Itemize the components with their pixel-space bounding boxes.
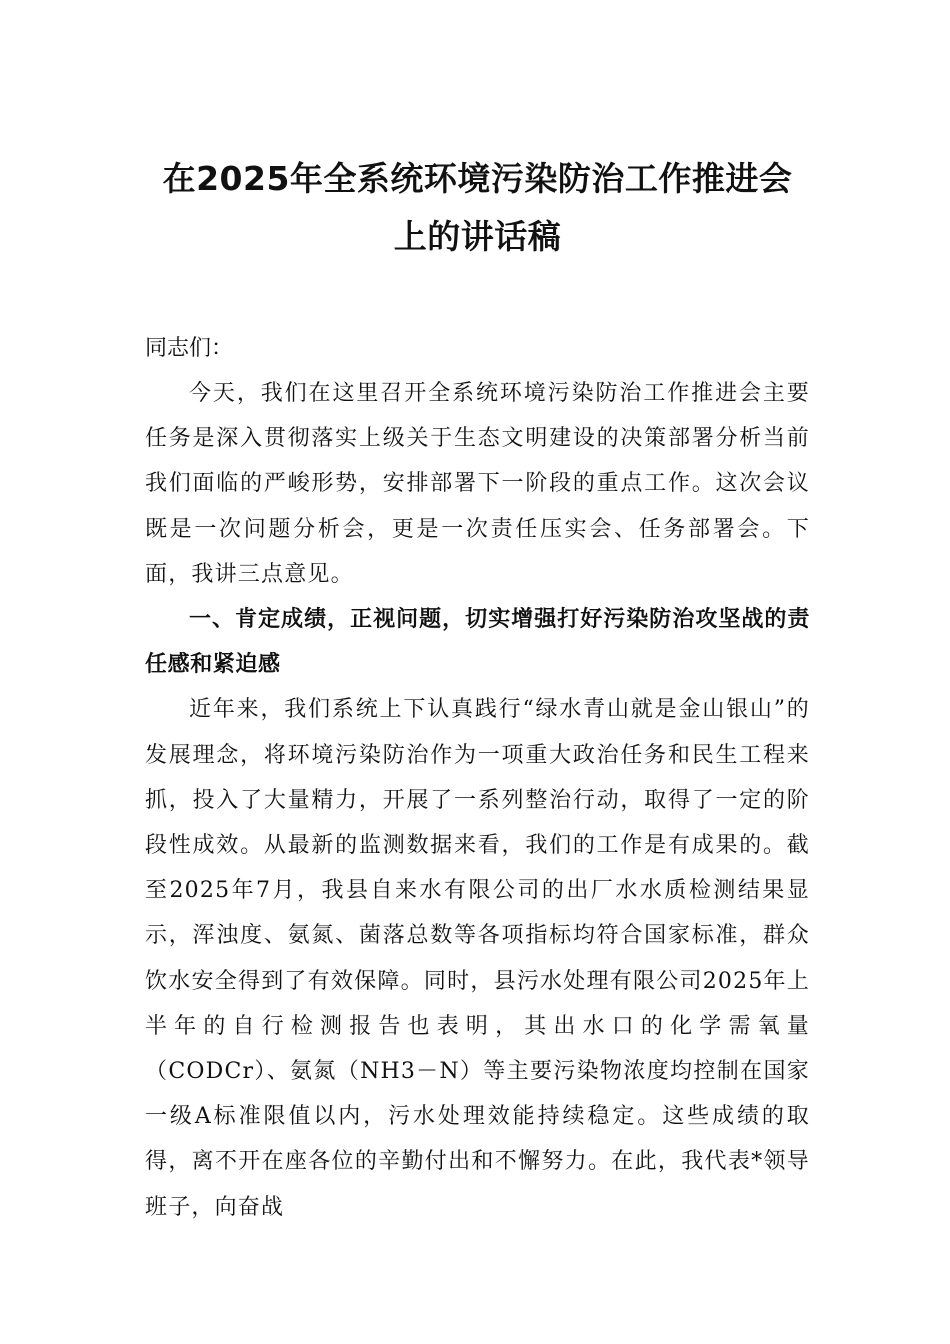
salutation: 同志们：: [145, 336, 234, 361]
title-line-1: 在2025年全系统环境污染防治工作推进会: [162, 159, 793, 198]
intro-paragraph: 今天，我们在这里召开全系统环境污染防治工作推进会主要任务是深入贯彻落实上级关于生态文明建设的决策部署分析当前我们面临的严峻形势，安排部署下一阶段的重点工作。这次会议既是一次问题分析会，更是一次责任压实会、任务部署会。下面，我讲三点意见。: [145, 381, 810, 587]
document-page: [145, 150, 810, 1230]
section-1-heading: 一、肯定成绩，正视问题，切实增强打好污染防治攻坚战的责任感和紧迫感: [145, 607, 810, 678]
section-1-body: 近年来，我们系统上下认真践行“绿水青山就是金山银山”的发展理念，将环境污染防治作为一项重大政治任务和民生工程来抓，投入了大量精力，开展了一系列整治行动，取得了一定的阶段性成效。从最新的监测数据来看，我们的工作是有成果的。截至2025年7月，我县自来水有限公司的出厂水水质检测结果显示，浑浊度、氨氮、菌落总数等各项指标均符合国家标准，群众饮水安全得到了有效保障。同时，县污水处理有限公司2025年上半年的自行检测报告也表明，其出水口的化学需氧量（CODCr）、氨氮（NH3－N）等主要污染物浓度均控制在国家一级A标准限值以内，污水处理效能持续稳定。这些成绩的取得，离不开在座各位的辛勤付出和不懈努力。在此，我代表*领导班子，向奋战: [145, 697, 810, 1220]
title-line-2: 上的讲话稿: [393, 217, 562, 256]
document-title: [145, 150, 810, 266]
